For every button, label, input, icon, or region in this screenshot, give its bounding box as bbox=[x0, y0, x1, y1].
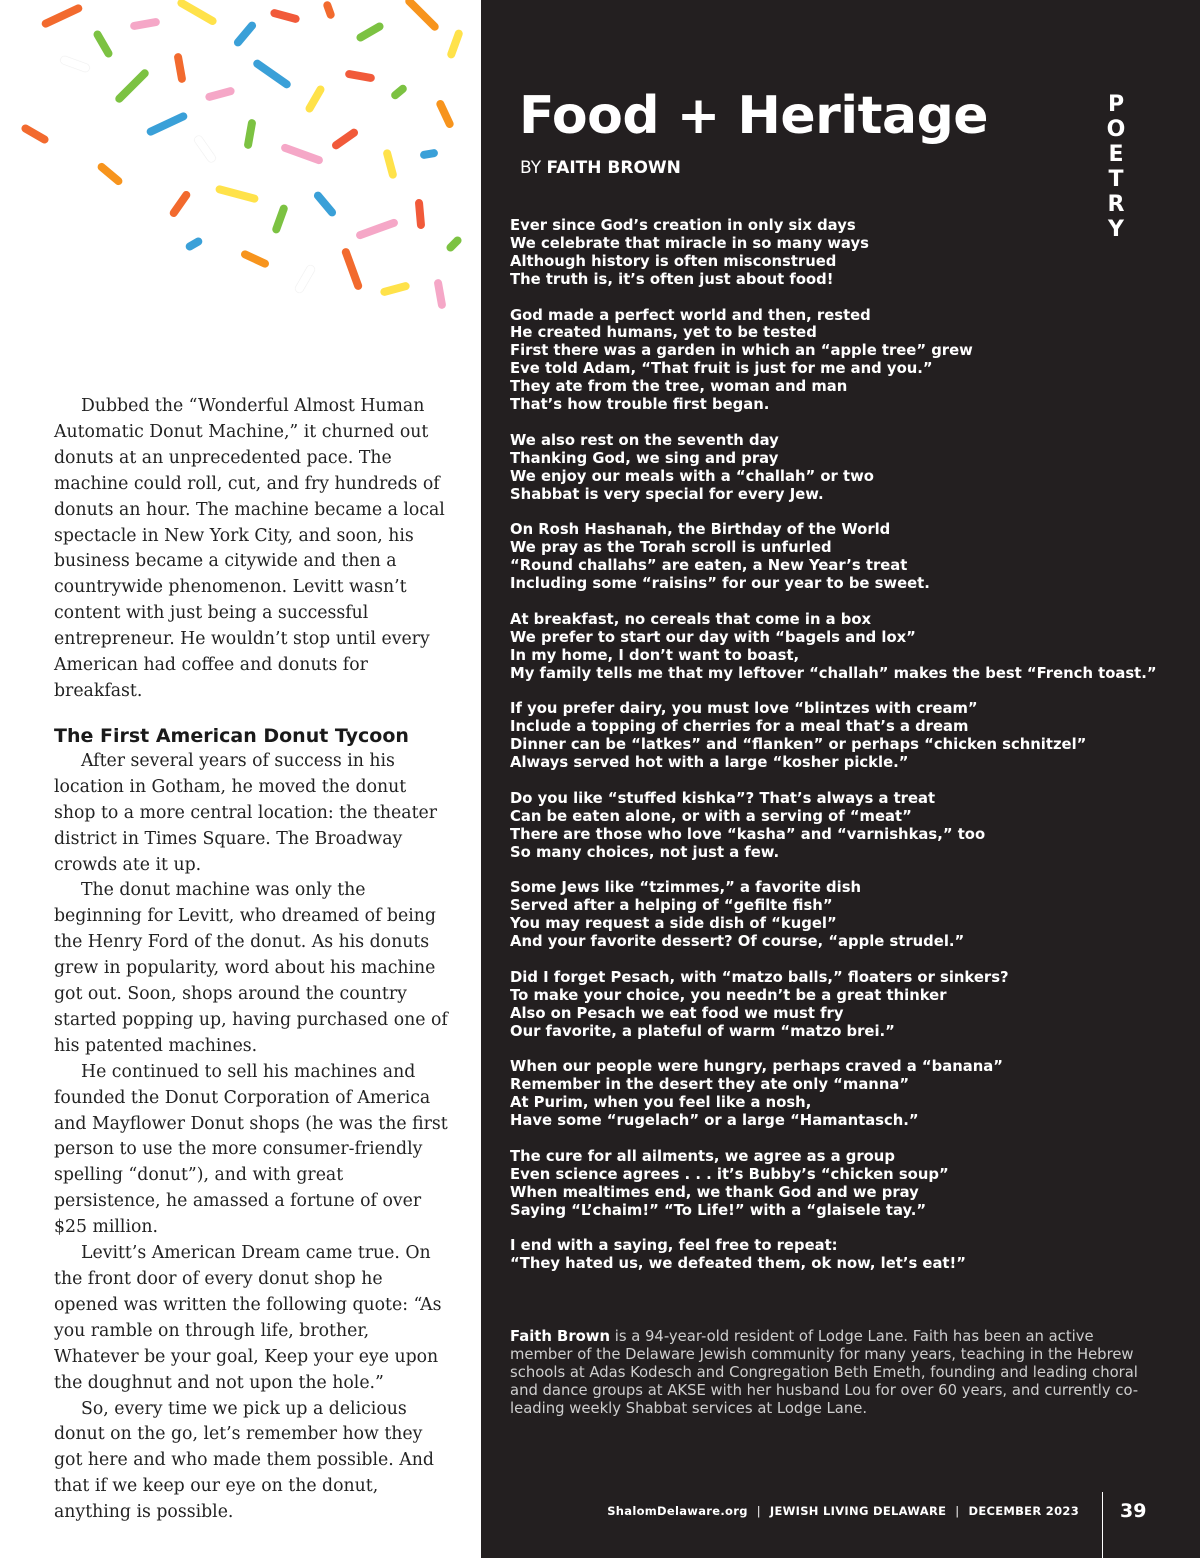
poem-line: “Round challahs” are eaten, a New Year’s treat bbox=[510, 557, 908, 575]
footer-separator: | bbox=[955, 1504, 960, 1518]
section-label-letter: R bbox=[1107, 192, 1125, 217]
poem-line: Even science agrees . . . it’s Bubby’s “chicken soup” bbox=[510, 1165, 949, 1183]
poem-stanza bbox=[510, 611, 1190, 683]
poem-line: I end with a saying, feel free to repeat: bbox=[510, 1237, 838, 1255]
section-label-letter: E bbox=[1108, 142, 1124, 167]
byline-prefix: BY bbox=[520, 158, 542, 178]
poem-line: Dinner can be “latkes” and “flanken” or perhaps “chicken schnitzel” bbox=[510, 736, 1087, 754]
poem-line: Some Jews like “tzimmes,” a favorite dish bbox=[510, 879, 862, 897]
article-paragraph: After several years of success in his location in Gotham, he moved the donut shop to a more central location: the theater district in Times Square. The Broadway crowds ate it up. bbox=[54, 750, 437, 875]
poem-line: On Rosh Hashanah, the Birthday of the World bbox=[510, 521, 891, 539]
poem-line: The cure for all ailments, we agree as a group bbox=[510, 1147, 895, 1165]
page-footer bbox=[607, 1502, 1079, 1520]
poem-line: My family tells me that my leftover “challah” makes the best “French toast.” bbox=[510, 664, 1157, 682]
poem-line: We celebrate that miracle in so many ways bbox=[510, 234, 869, 252]
poem-line: They ate from the tree, woman and man bbox=[510, 378, 848, 396]
poem-line: First there was a garden in which an “apple tree” grew bbox=[510, 342, 973, 360]
poem-line: At breakfast, no cereals that come in a box bbox=[510, 610, 872, 628]
article-paragraph: Levitt’s American Dream came true. On the front door of every donut shop he opened was written the following quote: “As you ramble on through life, brother, Whatever be your goal, Keep your eye upon the doughnut and not upon the hole.” bbox=[54, 1243, 442, 1393]
poem-stanza bbox=[510, 879, 1190, 951]
poem-line: Our favorite, a plateful of warm “matzo brei.” bbox=[510, 1022, 895, 1040]
article-body bbox=[54, 394, 452, 1526]
poem-stanza bbox=[510, 700, 1190, 772]
poem-stanza bbox=[510, 1237, 1190, 1273]
poem-body bbox=[510, 217, 1190, 1291]
poem-line: God made a perfect world and then, rested bbox=[510, 306, 871, 324]
poem-line: Have some “rugelach” or a large “Hamantasch.” bbox=[510, 1112, 919, 1130]
poem-stanza bbox=[510, 307, 1190, 414]
page-number: 39 bbox=[1120, 1500, 1147, 1522]
sprinkles-image bbox=[0, 0, 481, 330]
poem-line: Thanking God, we sing and pray bbox=[510, 449, 779, 467]
poem-line: Shabbat is very special for every Jew. bbox=[510, 485, 824, 503]
footer-issue: DECEMBER 2023 bbox=[968, 1504, 1079, 1518]
poem-line: There are those who love “kasha” and “varnishkas,” too bbox=[510, 825, 986, 843]
footer-publication: JEWISH LIVING DELAWARE bbox=[769, 1504, 947, 1518]
poem-line: You may request a side dish of “kugel” bbox=[510, 915, 837, 933]
poem-line: Ever since God’s creation in only six days bbox=[510, 217, 856, 234]
poem-stanza bbox=[510, 1148, 1190, 1220]
poem-line: Did I forget Pesach, with “matzo balls,” floaters or sinkers? bbox=[510, 968, 1009, 986]
section-label-letter: Y bbox=[1108, 217, 1124, 242]
section-label-letter: P bbox=[1107, 92, 1125, 117]
poem-stanza bbox=[510, 432, 1190, 504]
poem-stanza bbox=[510, 969, 1190, 1041]
left-column bbox=[0, 0, 481, 1558]
poem-line: Do you like “stuffed kishka”? That’s always a treat bbox=[510, 789, 936, 807]
poem-title: Food + Heritage bbox=[519, 86, 989, 146]
poem-line: Eve told Adam, “That fruit is just for me and you.” bbox=[510, 360, 933, 378]
poem-line: In my home, I don’t want to boast, bbox=[510, 646, 800, 664]
poem-line: When our people were hungry, perhaps craved a “banana” bbox=[510, 1058, 1003, 1076]
bio-author-name: Faith Brown bbox=[510, 1328, 611, 1345]
poem-line: Always served hot with a large “kosher pickle.” bbox=[510, 754, 909, 772]
bio-text: is a 94-year-old resident of Lodge Lane. Faith has been an active member of the Delaware Jewish community for many years, teaching in the Hebrew schools at Adas Kodesch and Congregation Beth Emeth, founding and leading choral and dance groups at AKSE with her husband Lou for over 60 years, and currently co-leading weekly Shabbat services at Lodge Lane. bbox=[510, 1328, 1139, 1417]
section-label-letter: O bbox=[1106, 117, 1126, 142]
author-bio bbox=[510, 1328, 1160, 1418]
poem-stanza bbox=[510, 521, 1190, 593]
poem-line: We prefer to start our day with “bagels and lox” bbox=[510, 628, 916, 646]
poem-line: At Purim, when you feel like a nosh, bbox=[510, 1094, 812, 1112]
byline bbox=[520, 156, 681, 180]
poem-line: Remember in the desert they ate only “manna” bbox=[510, 1076, 910, 1094]
poem-line: Saying “L’chaim!” “To Life!” with a “glaisele tay.” bbox=[510, 1201, 927, 1219]
poem-line: He created humans, yet to be tested bbox=[510, 324, 817, 342]
poem-line: And your favorite dessert? Of course, “apple strudel.” bbox=[510, 933, 965, 951]
poem-line: Can be eaten alone, or with a serving of “meat” bbox=[510, 807, 912, 825]
footer-separator: | bbox=[756, 1504, 761, 1518]
poem-line: Include a topping of cherries for a meal that’s a dream bbox=[510, 718, 969, 736]
article-paragraph: So, every time we pick up a delicious donut on the go, let’s remember how they got here and who made them possible. And that if we keep our eye on the donut, anything is possible. bbox=[54, 1398, 434, 1523]
poem-line: So many choices, not just a few. bbox=[510, 843, 780, 861]
footer-website: ShalomDelaware.org bbox=[607, 1504, 748, 1518]
footer-divider bbox=[1102, 1492, 1103, 1558]
poem-line: Including some “raisins” for our year to be sweet. bbox=[510, 575, 930, 593]
article-paragraph: Dubbed the “Wonderful Almost Human Automatic Donut Machine,” it churned out donuts at an unprecedented pace. The machine could roll, cut, and fry hundreds of donuts an hour. The machine became a local spectacle in New York City, and soon, his business became a citywide and then a countrywide phenomenon. Levitt wasn’t content with just being a successful entrepreneur. He wouldn’t stop until every American had coffee and donuts for breakfast. bbox=[54, 396, 445, 701]
poem-line: Although history is often misconstrued bbox=[510, 252, 837, 270]
poem-line: When mealtimes end, we thank God and we pray bbox=[510, 1183, 919, 1201]
poem-line: We enjoy our meals with a “challah” or two bbox=[510, 467, 874, 485]
poem-line: “They hated us, we defeated them, ok now, let’s eat!” bbox=[510, 1255, 966, 1273]
poem-line: We pray as the Torah scroll is unfurled bbox=[510, 539, 832, 557]
section-label-letter: T bbox=[1108, 167, 1124, 192]
byline-author: FAITH BROWN bbox=[546, 158, 681, 178]
poem-line: To make your choice, you needn’t be a great thinker bbox=[510, 986, 947, 1004]
poem-line: The truth is, it’s often just about food! bbox=[510, 270, 834, 288]
poem-line: If you prefer dairy, you must love “blintzes with cream” bbox=[510, 700, 978, 718]
article-paragraph: He continued to sell his machines and founded the Donut Corporation of America and Mayflower Donut shops (he was the first person to use the more consumer-friendly spelling “donut”), and with great persistence, he amassed a fortune of over $25 million. bbox=[54, 1061, 448, 1238]
article-subheading: The First American Donut Tycoon bbox=[54, 724, 409, 747]
poem-line: We also rest on the seventh day bbox=[510, 431, 779, 449]
poem-line: That’s how trouble first began. bbox=[510, 396, 770, 414]
poem-stanza bbox=[510, 1058, 1190, 1130]
poem-line: Served after a helping of “gefilte fish” bbox=[510, 897, 833, 915]
poem-line: Also on Pesach we eat food we must fry bbox=[510, 1004, 844, 1022]
poem-panel bbox=[481, 0, 1200, 1558]
poem-stanza bbox=[510, 790, 1190, 862]
article-paragraph: The donut machine was only the beginning for Levitt, who dreamed of being the Henry Ford of the donut. As his donuts grew in popularity, word about his machine got out. Soon, shops around the country started popping up, having purchased one of his patented machines. bbox=[54, 880, 448, 1056]
poem-stanza bbox=[510, 217, 1190, 289]
